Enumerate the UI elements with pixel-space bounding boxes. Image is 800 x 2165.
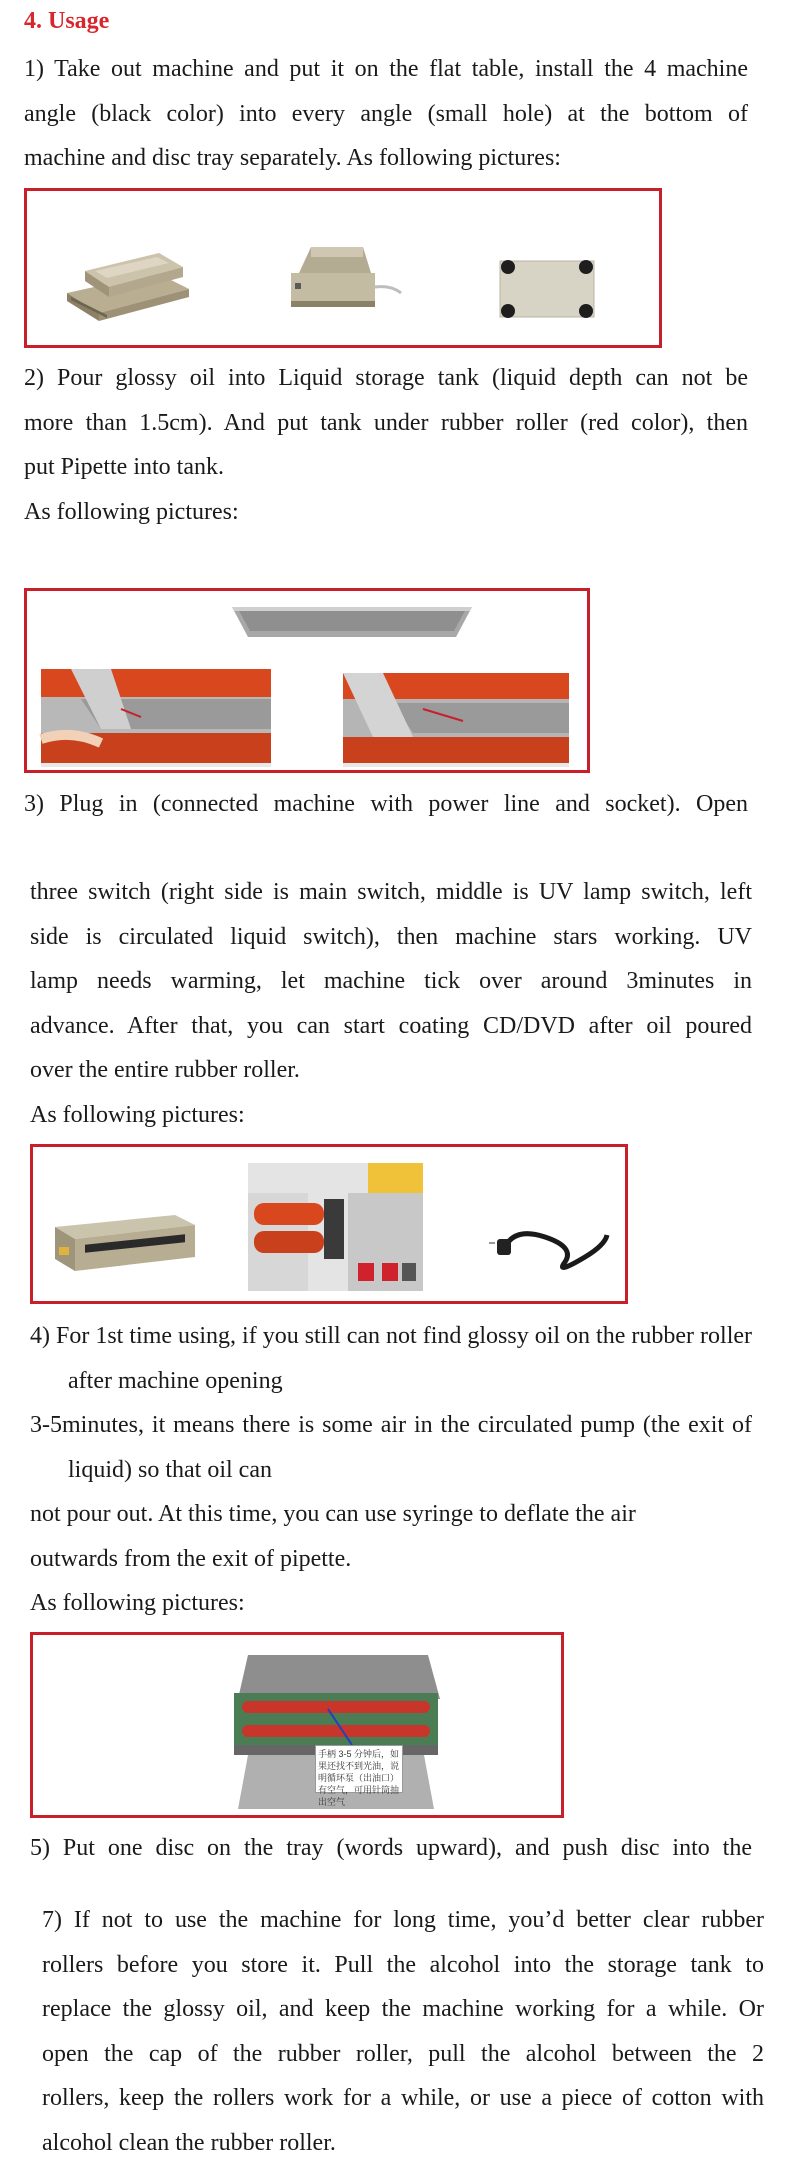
roller-tank-image-right (343, 673, 569, 767)
tank-image (222, 597, 482, 649)
step7-line: open the cap of the rubber roller, pull the alcohol between the 2 (42, 2032, 764, 2077)
step4-para: 3-5minutes, it means there is some air in the circulated pump (the exit of liquid) so that oil can (30, 1403, 752, 1492)
section-heading: 4. Usage (24, 8, 109, 35)
step1-line: angle (black color) into every angle (small hole) at the bottom of (24, 92, 748, 137)
switch-panel-image (248, 1163, 423, 1291)
step2-text (24, 356, 748, 534)
step2-line: As following pictures: (24, 490, 748, 535)
machine-angled-image (47, 231, 197, 326)
step7-line: 7) If not to use the machine for long time, you’d better clear rubber (42, 1898, 764, 1943)
step7-line: replace the glossy oil, and keep the machine working for a while. Or (42, 1987, 764, 2032)
step7-line: rollers before you store it. Pull the alcohol into the storage tank to (42, 1943, 764, 1988)
step4-line: outwards from the exit of pipette. (30, 1537, 752, 1582)
machine-bottom-image (482, 249, 612, 329)
step3-text (30, 870, 752, 1137)
step4-para: 4) For 1st time using, if you still can not find glossy oil on the rubber roller after machine opening (30, 1314, 752, 1403)
step3-first-line-block (24, 782, 748, 827)
machine-side-image (277, 233, 407, 318)
step3-line: As following pictures: (30, 1093, 752, 1138)
step7-text (42, 1898, 764, 2165)
step2-line: more than 1.5cm). And put tank under rubber roller (red color), then (24, 401, 748, 446)
picture-note-label: 手柄 3-5 分钟后，如果还找不到光油，说明循环泵（出油口）有空气，可用针筒抽出空气 (315, 1745, 403, 1793)
step5-line: 5) Put one disc on the tray (words upward), and push disc into the (30, 1826, 752, 1871)
step4-line: not pour out. At this time, you can use syringe to deflate the air (30, 1492, 752, 1537)
roller-tank-image-left (41, 669, 271, 767)
step2-line: put Pipette into tank. (24, 445, 748, 490)
step4-line: As following pictures: (30, 1581, 752, 1626)
machine-front-image (45, 1197, 205, 1282)
step3-line: over the entire rubber roller. (30, 1048, 752, 1093)
step4-text (30, 1314, 752, 1626)
step1-text (24, 47, 748, 181)
step3-line: three switch (right side is main switch, middle is UV lamp switch, left (30, 870, 752, 915)
figure-pump-syringe (30, 1632, 564, 1818)
step3-line: lamp needs warming, let machine tick over around 3minutes in (30, 959, 752, 1004)
step2-line: 2) Pour glossy oil into Liquid storage tank (liquid depth can not be (24, 356, 748, 401)
figure-storage-tank (24, 588, 590, 773)
power-cord-image (495, 1207, 615, 1277)
step1-line: machine and disc tray separately. As following pictures: (24, 136, 748, 181)
step3-line: advance. After that, you can start coating CD/DVD after oil poured (30, 1004, 752, 1049)
step1-line: 1) Take out machine and put it on the flat table, install the 4 machine (24, 47, 748, 92)
step7-line: rollers, keep the rollers work for a while, or use a piece of cotton with (42, 2076, 764, 2121)
step7-line: alcohol clean the rubber roller. (42, 2121, 764, 2165)
step3-first-line: 3) Plug in (connected machine with power line and socket). Open (24, 782, 748, 827)
figure-power-switches (30, 1144, 628, 1304)
figure-machine-parts (24, 188, 662, 348)
step5-text (30, 1826, 752, 1871)
step3-line: side is circulated liquid switch), then machine stars working. UV (30, 915, 752, 960)
